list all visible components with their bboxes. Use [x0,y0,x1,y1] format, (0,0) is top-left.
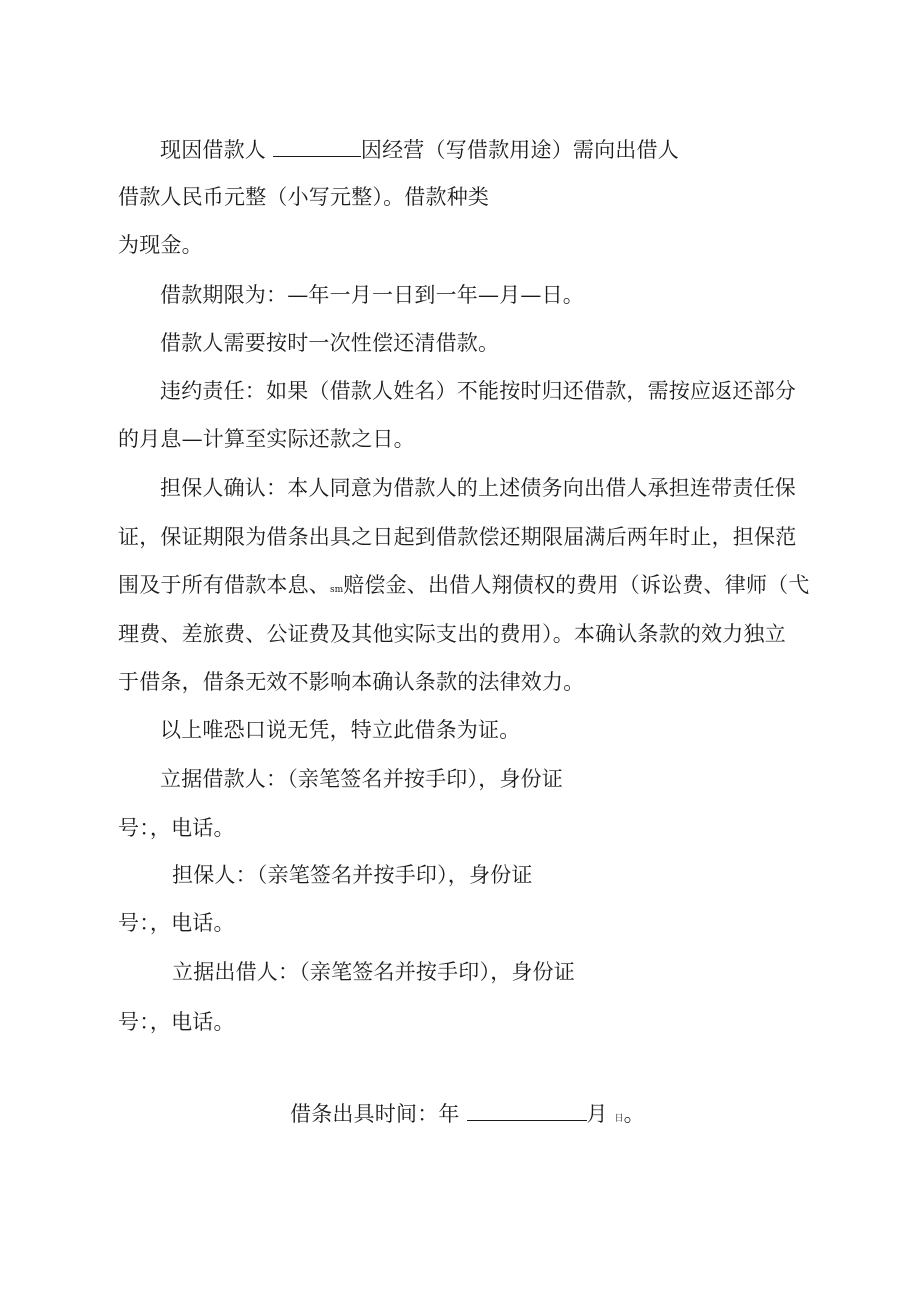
issue-date-end: 。 [623,1102,645,1126]
lender-sign-line-2: 号：，电话。 [118,1010,235,1034]
issue-date-blank [467,1102,587,1121]
issue-date-line [290,1100,645,1133]
loan-term-line: 借款期限为：—年一月一日到一年—月—日。 [160,283,584,307]
borrower-name-blank [273,138,361,157]
guarantee-line-3-b: 赔偿金、出借人翔债权的费用（诉讼费、律师（弋 [343,573,810,597]
issue-date-month: 月 [586,1102,608,1126]
guarantee-line-3-tiny: sm [330,585,344,595]
guarantor-sign-line-1: 担保人：（亲笔签名并按手印），身份证 [172,863,533,887]
purpose-suffix: 因经营（写借款用途）需向出借人 [360,138,679,162]
guarantee-line-3 [118,571,810,604]
guarantee-line-3-a: 围及于所有借款本息、 [118,573,330,597]
amount-line: 借款人民币元整（小写元整）。借款种类 [118,185,490,209]
guarantee-line-4: 理费、差旅费、公证费及其他实际支出的费用）。本确认条款的效力独立 [118,622,786,646]
issue-date-prefix: 借条出具时间：年 [290,1102,460,1126]
borrower-sign-line-2: 号：，电话。 [118,816,235,840]
lender-sign-line-1: 立据出借人：（亲笔签名并按手印），身份证 [172,960,575,984]
closing-line: 以上唯恐口说无凭，特立此借条为证。 [160,718,521,742]
borrower-sign-line-1: 立据借款人：（亲笔签名并按手印），身份证 [160,767,563,791]
purpose-prefix: 现因借款人 [160,138,266,162]
purpose-line [160,136,679,164]
liability-line-2: 的月息—计算至实际还款之日。 [118,427,415,451]
guarantor-sign-line-2: 号：，电话。 [118,911,235,935]
liability-line-1: 违约责任：如果（借款人姓名）不能按时归还借款，需按应返还部分 [160,379,796,403]
guarantee-line-1: 担保人确认：本人同意为借款人的上述债务向出借人承担连带责任保 [160,476,796,500]
repayment-line: 借款人需要按时一次性偿还清借款。 [160,331,500,355]
guarantee-line-5: 于借条，借条无效不影响本确认条款的法律效力。 [118,670,585,694]
issue-date-day: 日 [614,1114,624,1124]
loan-type-line: 为现金。 [118,233,203,257]
guarantee-line-2: 证，保证期限为借条出具之日起到借款偿还期限届满后两年时止，担保范 [118,525,797,549]
